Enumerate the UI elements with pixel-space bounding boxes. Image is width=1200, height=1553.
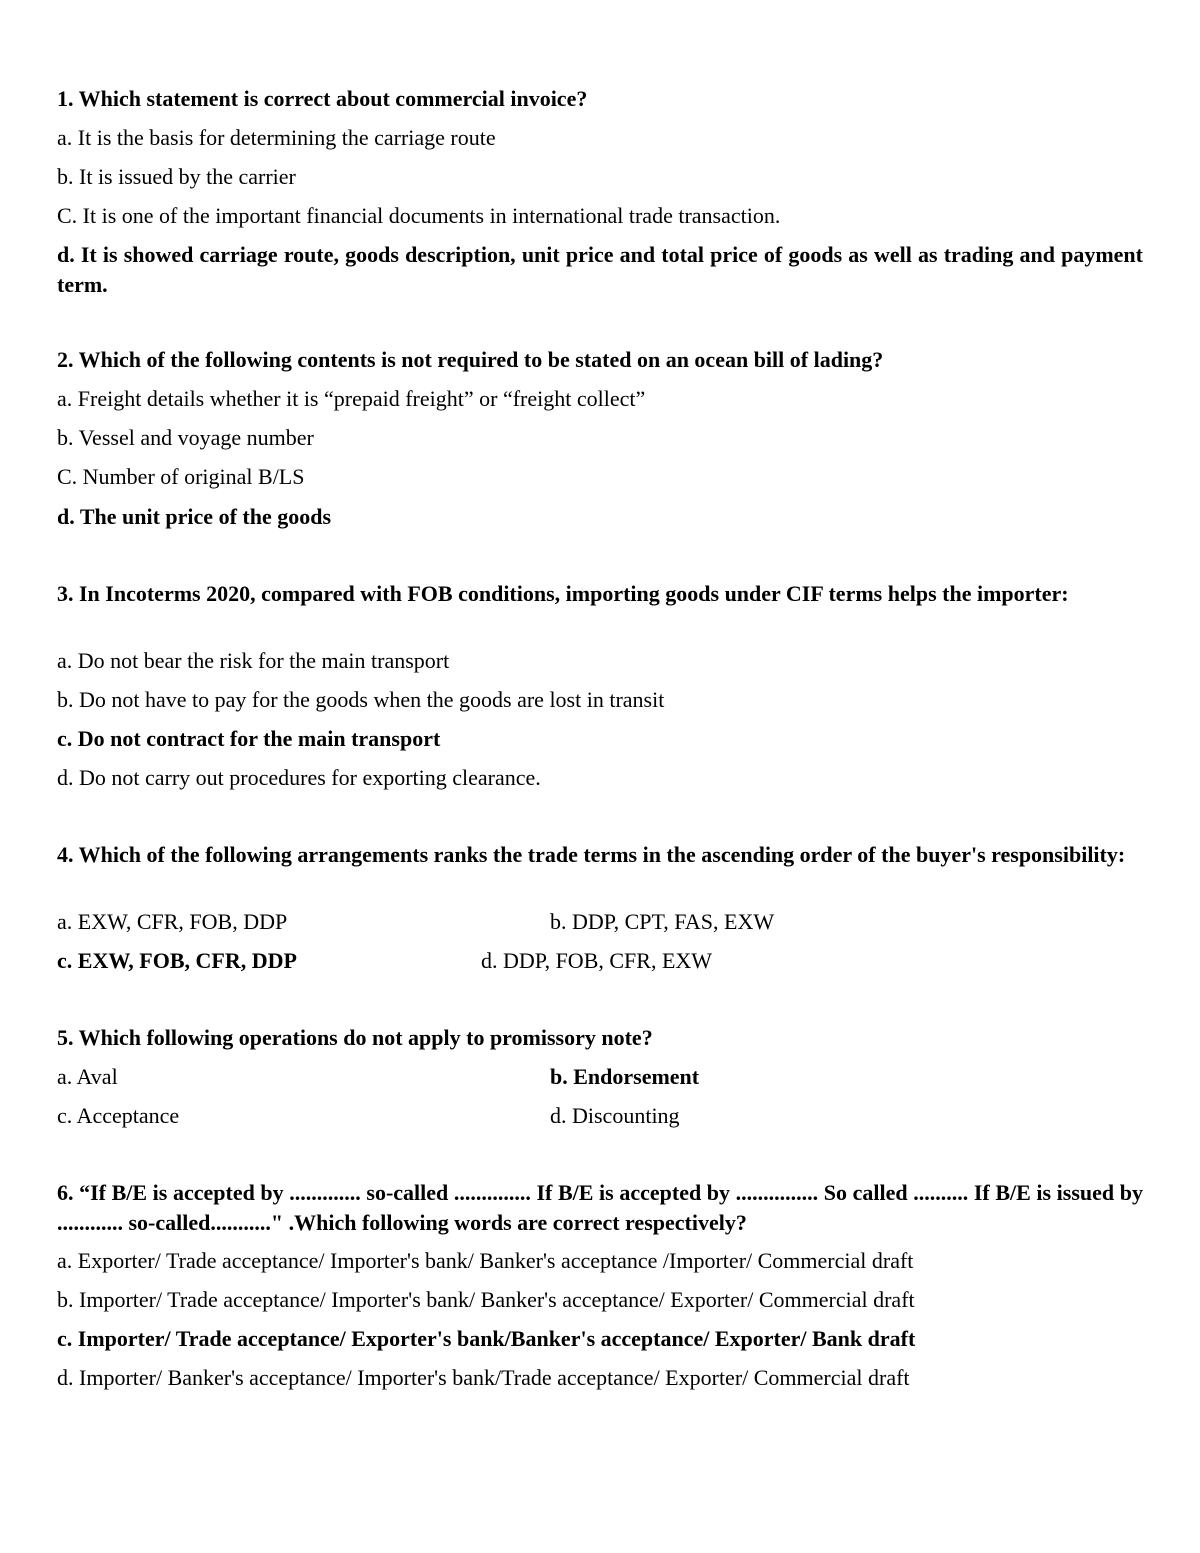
- question-5-option-c: c. Acceptance: [57, 1103, 180, 1128]
- question-6-option-c: c. Importer/ Trade acceptance/ Exporter's bank/Banker's acceptance/ Exporter/ Bank draft: [57, 1326, 916, 1351]
- question-2-option-d: d. The unit price of the goods: [57, 504, 332, 529]
- question-1-option-d: d. It is showed carriage route, goods description, unit price and total price of goods as well as trading and payment term.: [57, 242, 1143, 297]
- question-5-option-b: b. Endorsement: [550, 1064, 700, 1089]
- question-3-option-c: c. Do not contract for the main transport: [57, 726, 441, 751]
- question-4-text: 4. Which of the following arrangements ranks the trade terms in the ascending order of the buyer's responsibility:: [57, 842, 1126, 867]
- question-6-text: 6. “If B/E is accepted by ............. so-called .............. If B/E is accepted by ............... So called .......... If B/E is issued by ............ so-called..........." .Which following words are correct respectively?: [57, 1180, 1143, 1235]
- question-1-option-b: b. It is issued by the carrier: [57, 164, 296, 189]
- question-4-option-c: c. EXW, FOB, CFR, DDP: [57, 948, 297, 973]
- question-3-option-d: d. Do not carry out procedures for exporting clearance.: [57, 765, 541, 790]
- question-1-text: 1. Which statement is correct about commercial invoice?: [57, 86, 588, 111]
- question-5-text: 5. Which following operations do not apply to promissory note?: [57, 1025, 653, 1050]
- question-4-option-a: a. EXW, CFR, FOB, DDP: [57, 909, 288, 934]
- question-1-option-c: C. It is one of the important financial documents in international trade transaction.: [57, 203, 781, 228]
- question-5-option-a: a. Aval: [57, 1064, 118, 1089]
- question-2-option-c: C. Number of original B/LS: [57, 464, 305, 489]
- question-2-option-b: b. Vessel and voyage number: [57, 425, 314, 450]
- question-5-option-d: d. Discounting: [550, 1103, 680, 1128]
- question-6-option-b: b. Importer/ Trade acceptance/ Importer's bank/ Banker's acceptance/ Exporter/ Commercial draft: [57, 1287, 915, 1312]
- question-2-text: 2. Which of the following contents is not required to be stated on an ocean bill of lading?: [57, 347, 884, 372]
- question-2-option-a: a. Freight details whether it is “prepaid freight” or “freight collect”: [57, 386, 646, 411]
- question-1-option-a: a. It is the basis for determining the carriage route: [57, 125, 496, 150]
- question-4-option-b: b. DDP, CPT, FAS, EXW: [550, 909, 775, 934]
- question-6-option-d: d. Importer/ Banker's acceptance/ Importer's bank/Trade acceptance/ Exporter/ Commercial draft: [57, 1365, 910, 1390]
- question-3-option-a: a. Do not bear the risk for the main transport: [57, 648, 450, 673]
- question-3-text: 3. In Incoterms 2020, compared with FOB conditions, importing goods under CIF terms helps the importer:: [57, 581, 1069, 606]
- question-3-option-b: b. Do not have to pay for the goods when the goods are lost in transit: [57, 687, 665, 712]
- question-6-option-a: a. Exporter/ Trade acceptance/ Importer's bank/ Banker's acceptance /Importer/ Commercial draft: [57, 1248, 914, 1273]
- question-4-option-d: d. DDP, FOB, CFR, EXW: [481, 948, 713, 973]
